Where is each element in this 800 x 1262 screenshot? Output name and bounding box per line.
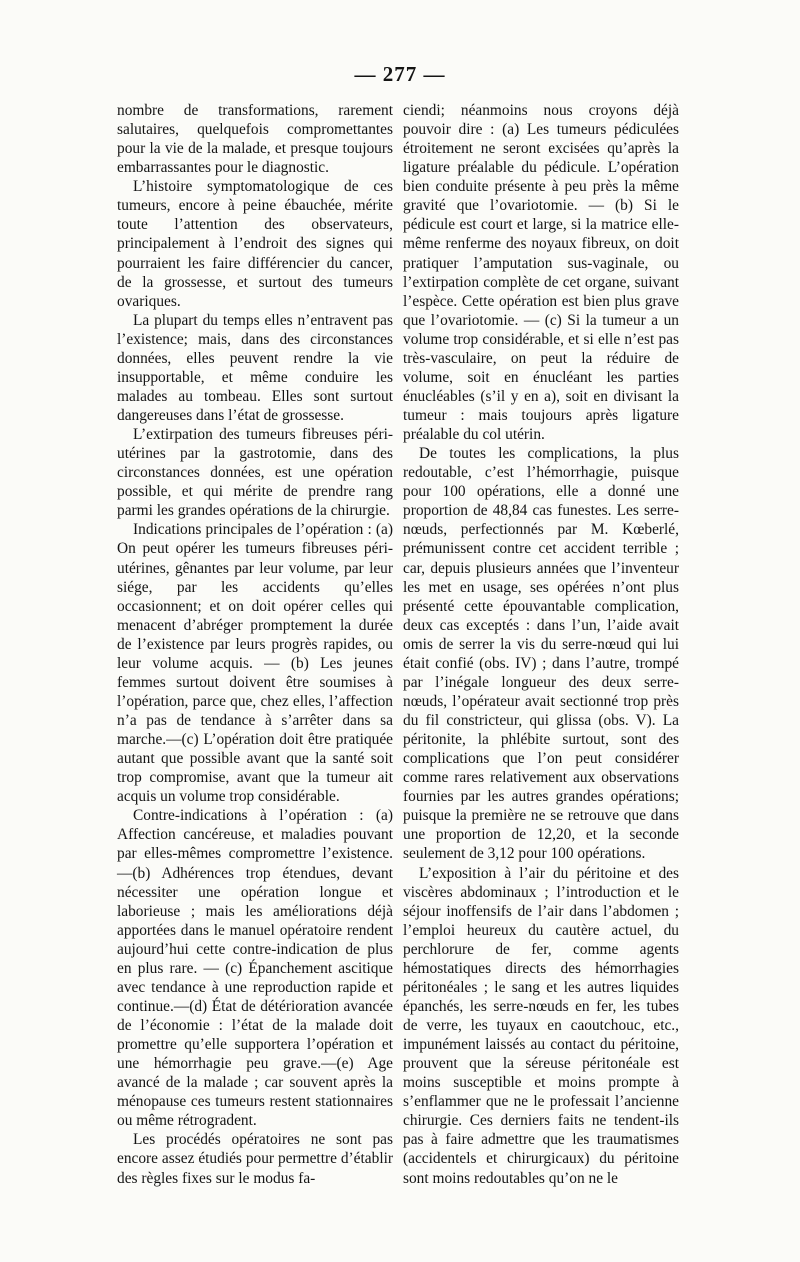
paragraph-procedures: Les procédés opératoires ne sont pas encore assez étudiés pour permettre d’établir des règles fixes sur le modus fa- — [117, 1131, 393, 1187]
paragraph-transformations: nombre de transformations, rarement salutaires, quelquefois compromettantes pour la vie de la malade, et presque toujours embarrassantes pour le diagnostic. — [117, 102, 393, 177]
left-column — [117, 101, 393, 1188]
right-column — [403, 101, 679, 1188]
paragraph-contra-indications: Contre-indications à l’opération : (a) Affection cancéreuse, et maladies pouvant par elles-mêmes compromettre l’existence.—(b) Adhérences trop étendues, devant nécessiter une opération longue et laborieuse ; mais les améliorations déjà apportées dans le manuel opératoire rendent aujourd’hui cette contre-indication de plus en plus rare. — (c) Épanchement ascitique avec tendance à une reproduction rapide et continue.—(d) État de détérioration avancée de l’économie : l’état de la malade doit promettre qu’elle supportera l’opération et une hémorrhagie peu grave.—(e) Age avancé de la malade ; car souvent après la ménopause ces tumeurs restent stationnaires ou même rétrogradent. — [117, 807, 393, 1130]
paragraph-existence: La plupart du temps elles n’entravent pas l’existence; mais, dans des circonstances données, elles peuvent rendre la vie insupportable, et même conduire les malades au tombeau. Elles sont surtout dangereuses dans l’état de grossesse. — [117, 311, 393, 424]
paragraph-symptomatology: L’histoire symptomatologique de ces tumeurs, encore à peine ébauchée, mérite toute l’attention des observateurs, principalement à l’endroit des signes qui pourraient les faire différencier du cancer, de la grossesse, et surtout des tumeurs ovariques. — [117, 178, 393, 310]
paragraph-indications: Indications principales de l’opération : (a) On peut opérer les tumeurs fibreuses péri-utérines, gênantes par leur volume, par leur siége, par les accidents qu’elles occasionnent; et on doit opérer celles qui menacent d’abréger promptement la durée de l’existence par leurs progrès rapides, ou leur volume acquis. — (b) Les jeunes femmes surtout doivent être soumises à l’opération, parce que, chez elles, l’affection n’a pas de tendance à s’arrêter dans sa marche.—(c) L’opération doit être pratiquée autant que possible avant que la santé soit trop compromise, avant que la tumeur ait acquis un volume trop considérable. — [117, 521, 393, 806]
paragraph-ciendi: ciendi; néanmoins nous croyons déjà pouvoir dire : (a) Les tumeurs pédiculées étroitement ne seront excisées qu’après la ligature préalable du pédicule. L’opération bien conduite présente à peu près la même gravité que l’ovariotomie. — (b) Si le pédicule est court et large, si la matrice elle-même renferme des noyaux fibreux, on doit pratiquer l’amputation sus-vaginale, ou l’extirpation complète de cet organe, suivant l’espèce. Cette opération est bien plus grave que l’ovariotomie. — (c) Si la tumeur a un volume trop considérable, et si elle n’est pas très-vasculaire, on peut la réduire de volume, soit en énucléant les parties énucléables (s’il y en a), soit en divisant la tumeur : mais toujours après ligature préalable du col utérin. — [403, 102, 679, 444]
page-number: — 277 — — [354, 62, 446, 86]
paragraph-exposition: L’exposition à l’air du péritoine et des viscères abdominaux ; l’introduction et le séjour inoffensifs de l’air dans l’abdomen ; l’emploi heureux du cautère actuel, du perchlorure de fer, comme agents hémostatiques directs des hémorrhagies péritonéales ; le sang et les autres liquides épanchés, les serre-nœuds en fer, les tubes de verre, les tuyaux en caoutchouc, etc., impunément laissés au contact du péritoine, prouvent que la séreuse péritonéale est moins susceptible et moins prompte à s’enflammer que ne le professait l’ancienne chirurgie. Ces derniers faits ne tendent-ils pas à faire admettre que les traumatismes (accidentels et chirurgicaux) du péritoine sont moins redoutables qu’on ne le — [403, 864, 679, 1187]
paragraph-extirpation: L’extirpation des tumeurs fibreuses péri-utérines par la gastrotomie, dans des circonstances données, est une opération possible, et qui mérite de prendre rang parmi les grandes opérations de la chirurgie. — [117, 426, 393, 520]
paragraph-complications: De toutes les complications, la plus redoutable, c’est l’hémorrhagie, puisque pour 100 opérations, elle a donné une proportion de 48,84 cas funestes. Les serre-nœuds, perfectionnés par M. Kœberlé, prémunissent contre cet accident terrible ; car, depuis plusieurs années que l’inventeur les met en usage, ses opérées n’ont plus présenté cette épouvantable complication, deux cas exceptés : dans l’un, l’aide avait omis de serrer la vis du serre-nœud qui lui était confié (obs. IV) ; dans l’autre, trompé par l’inégale longueur des deux serre-nœuds, l’opérateur avait sectionné trop près du fil constricteur, qui glissa (obs. V). La péritonite, la phlébite surtout, sont des complications que l’on peut considérer comme rares relativement aux observations fournies par les autres grandes opérations; puisque la première ne se retrouve que dans une proportion de 12,20, et la seconde seulement de 3,12 pour 100 opérations. — [403, 445, 679, 863]
